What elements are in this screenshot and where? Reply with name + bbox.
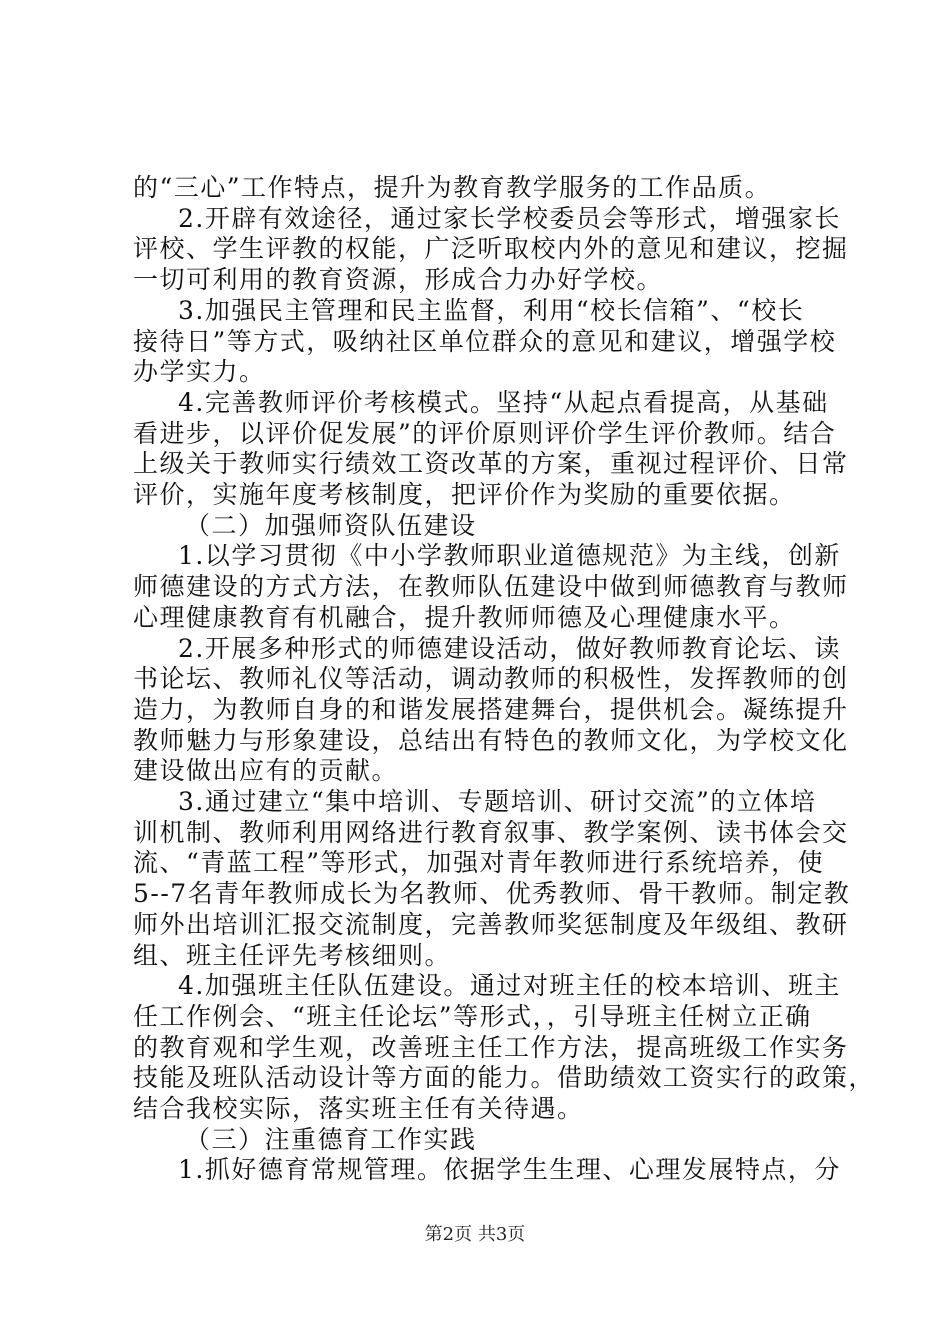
text-line: 流、“青蓝工程”等形式，加强对青年教师进行系统培养，使 — [133, 848, 825, 878]
text-line: 接待日”等方式，吸纳社区单位群众的意见和建议，增强学校 — [133, 326, 837, 356]
text-line: 1.抓好德育常规管理。依据学生生理、心理发展特点，分 — [178, 1155, 841, 1185]
text-line: 建设做出应有的贡献。 — [133, 756, 399, 786]
text-line: 造力，为教师自身的和谐发展搭建舞台，提供机会。凝练提升 — [133, 694, 849, 724]
text-line: 的“三心”工作特点，提升为教育教学服务的工作品质。 — [133, 173, 772, 202]
text-line: 办学实力。 — [133, 357, 266, 387]
text-line: 3.通过建立“集中培训、专题培训、研讨交流”的立体培 — [178, 787, 817, 816]
text-line: 一切可利用的教育资源，形成合力办好学校。 — [133, 265, 664, 295]
text-line: 评校、学生评教的权能，广泛听取校内外的意见和建议，挖掘 — [133, 234, 849, 264]
text-line: 看进步，以评价促发展”的评价原则评价学生评价教师。结合 — [133, 418, 837, 448]
text-line: 书论坛、教师礼仪等活动，调动教师的积极性，发挥教师的创 — [133, 664, 849, 694]
text-line: 上级关于教师实行绩效工资改革的方案，重视过程评价、日常 — [133, 449, 849, 479]
text-line: 2.开辟有效途径，通过家长学校委员会等形式，增强家长 — [178, 203, 841, 233]
text-line: （二）加强师资队伍建设 — [185, 510, 477, 540]
text-line: 心理健康教育有机融合，提升教师师德及心理健康水平。 — [133, 602, 796, 632]
text-line: （三）注重德育工作实践 — [185, 1124, 477, 1154]
text-line: 评价，实施年度考核制度，把评价作为奖励的重要依据。 — [133, 480, 796, 509]
page-footer: 第2页 共3页 — [424, 1224, 526, 1245]
text-line: 师外出培训汇报交流制度，完善教师奖惩制度及年级组、教研 — [133, 909, 849, 939]
text-line: 2.开展多种形式的师德建设活动，做好教师教育论坛、读 — [178, 633, 841, 663]
text-line: 4.加强班主任队伍建设。通过对班主任的校本培训、班主 — [178, 971, 841, 1001]
text-line: 组、班主任评先考核细则。 — [133, 940, 452, 970]
text-line: 教师魅力与形象建设，总结出有特色的教师文化，为学校文化 — [133, 725, 849, 755]
text-line: 的教育观和学生观，改善班主任工作方法，提高班级工作实务 — [133, 1032, 849, 1062]
text-line: 结合我校实际，落实班主任有关待遇。 — [133, 1094, 584, 1123]
text-line: 5--7名青年教师成长为名教师、优秀教师、骨干教师。制定教 — [133, 879, 851, 909]
text-line: 训机制、教师利用网络进行教育叙事、教学案例、读书体会交 — [133, 817, 849, 847]
text-line: 技能及班队活动设计等方面的能力。借助绩效工资实行的政策， — [133, 1063, 876, 1093]
text-line: 3.加强民主管理和民主监督，利用“校长信箱”、“校长 — [178, 295, 805, 325]
text-line: 1.以学习贯彻《中小学教师职业道德规范》为主线，创新 — [178, 541, 841, 571]
text-line: 4.完善教师评价考核模式。坚持“从起点看提高，从基础 — [178, 387, 829, 417]
text-line: 任工作例会、“班主任论坛”等形式，，引导班主任树立正确 — [133, 1001, 812, 1031]
text-line: 师德建设的方式方法，在教师队伍建设中做到师德教育与教师 — [133, 572, 849, 602]
